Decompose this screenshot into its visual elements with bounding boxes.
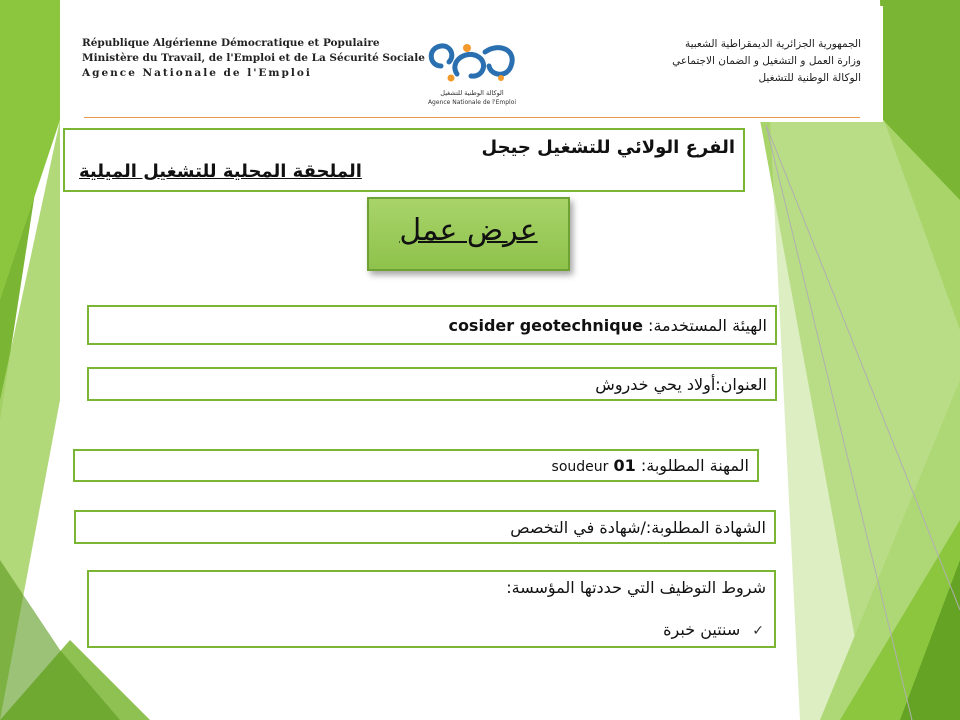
letterhead-fr-line2: Ministère du Travail, de l'Emploi et de La Sécurité Sociale (82, 52, 425, 64)
letterhead (62, 6, 883, 122)
anem-logo-icon (419, 38, 525, 88)
address-field (87, 367, 777, 401)
job-label: المهنة المطلوبة: (640, 456, 749, 475)
branch-box (63, 128, 745, 192)
certificate-text: الشهادة المطلوبة:/شهادة في التخصص (510, 518, 766, 537)
logo-caption-ar: الوكالة الوطنية للتشغيل (440, 89, 504, 97)
conditions-title: شروط التوظيف التي حددتها المؤسسة: (506, 578, 766, 597)
letterhead-french (82, 36, 425, 81)
job-value: soudeur (551, 459, 609, 475)
letterhead-ar-line1: الجمهورية الجزائرية الديمقراطية الشعبية (684, 38, 861, 50)
logo-caption-fr: Agence Nationale de l'Emploi (427, 99, 517, 106)
job-count: 01 (613, 456, 636, 475)
employer-line (448, 316, 767, 335)
employer-field (87, 305, 777, 345)
condition-item (663, 620, 764, 639)
condition-text: سنتين خبرة (663, 620, 741, 639)
certificate-field (74, 510, 776, 544)
job-line (552, 456, 749, 475)
letterhead-fr-line3: Agence Nationale de l'Emploi (82, 67, 312, 79)
job-field (73, 449, 759, 482)
checkmark-icon: ✓ (752, 623, 764, 639)
address-text: العنوان:أولاد يحي خدروش (595, 375, 767, 394)
job-offer-title: عرض عمل (399, 213, 538, 248)
branch-title: الفرع الولائي للتشغيل جيجل (481, 137, 735, 158)
header-divider (84, 117, 860, 118)
anem-logo (419, 38, 525, 110)
letterhead-arabic (531, 36, 861, 87)
conditions-field (87, 570, 776, 648)
branch-subtitle: الملحقة المحلية للتشغيل الميلية (79, 161, 362, 182)
letterhead-ar-line3: الوكالة الوطنية للتشغيل (758, 72, 861, 84)
employer-value: cosider geotechnique (448, 316, 643, 335)
employer-label: الهيئة المستخدمة: (648, 316, 767, 335)
letterhead-ar-line2: وزارة العمل و التشغيل و الضمان الاجتماعي (672, 55, 861, 67)
letterhead-fr-line1: République Algérienne Démocratique et Populaire (82, 37, 380, 49)
job-offer-badge (367, 197, 570, 271)
